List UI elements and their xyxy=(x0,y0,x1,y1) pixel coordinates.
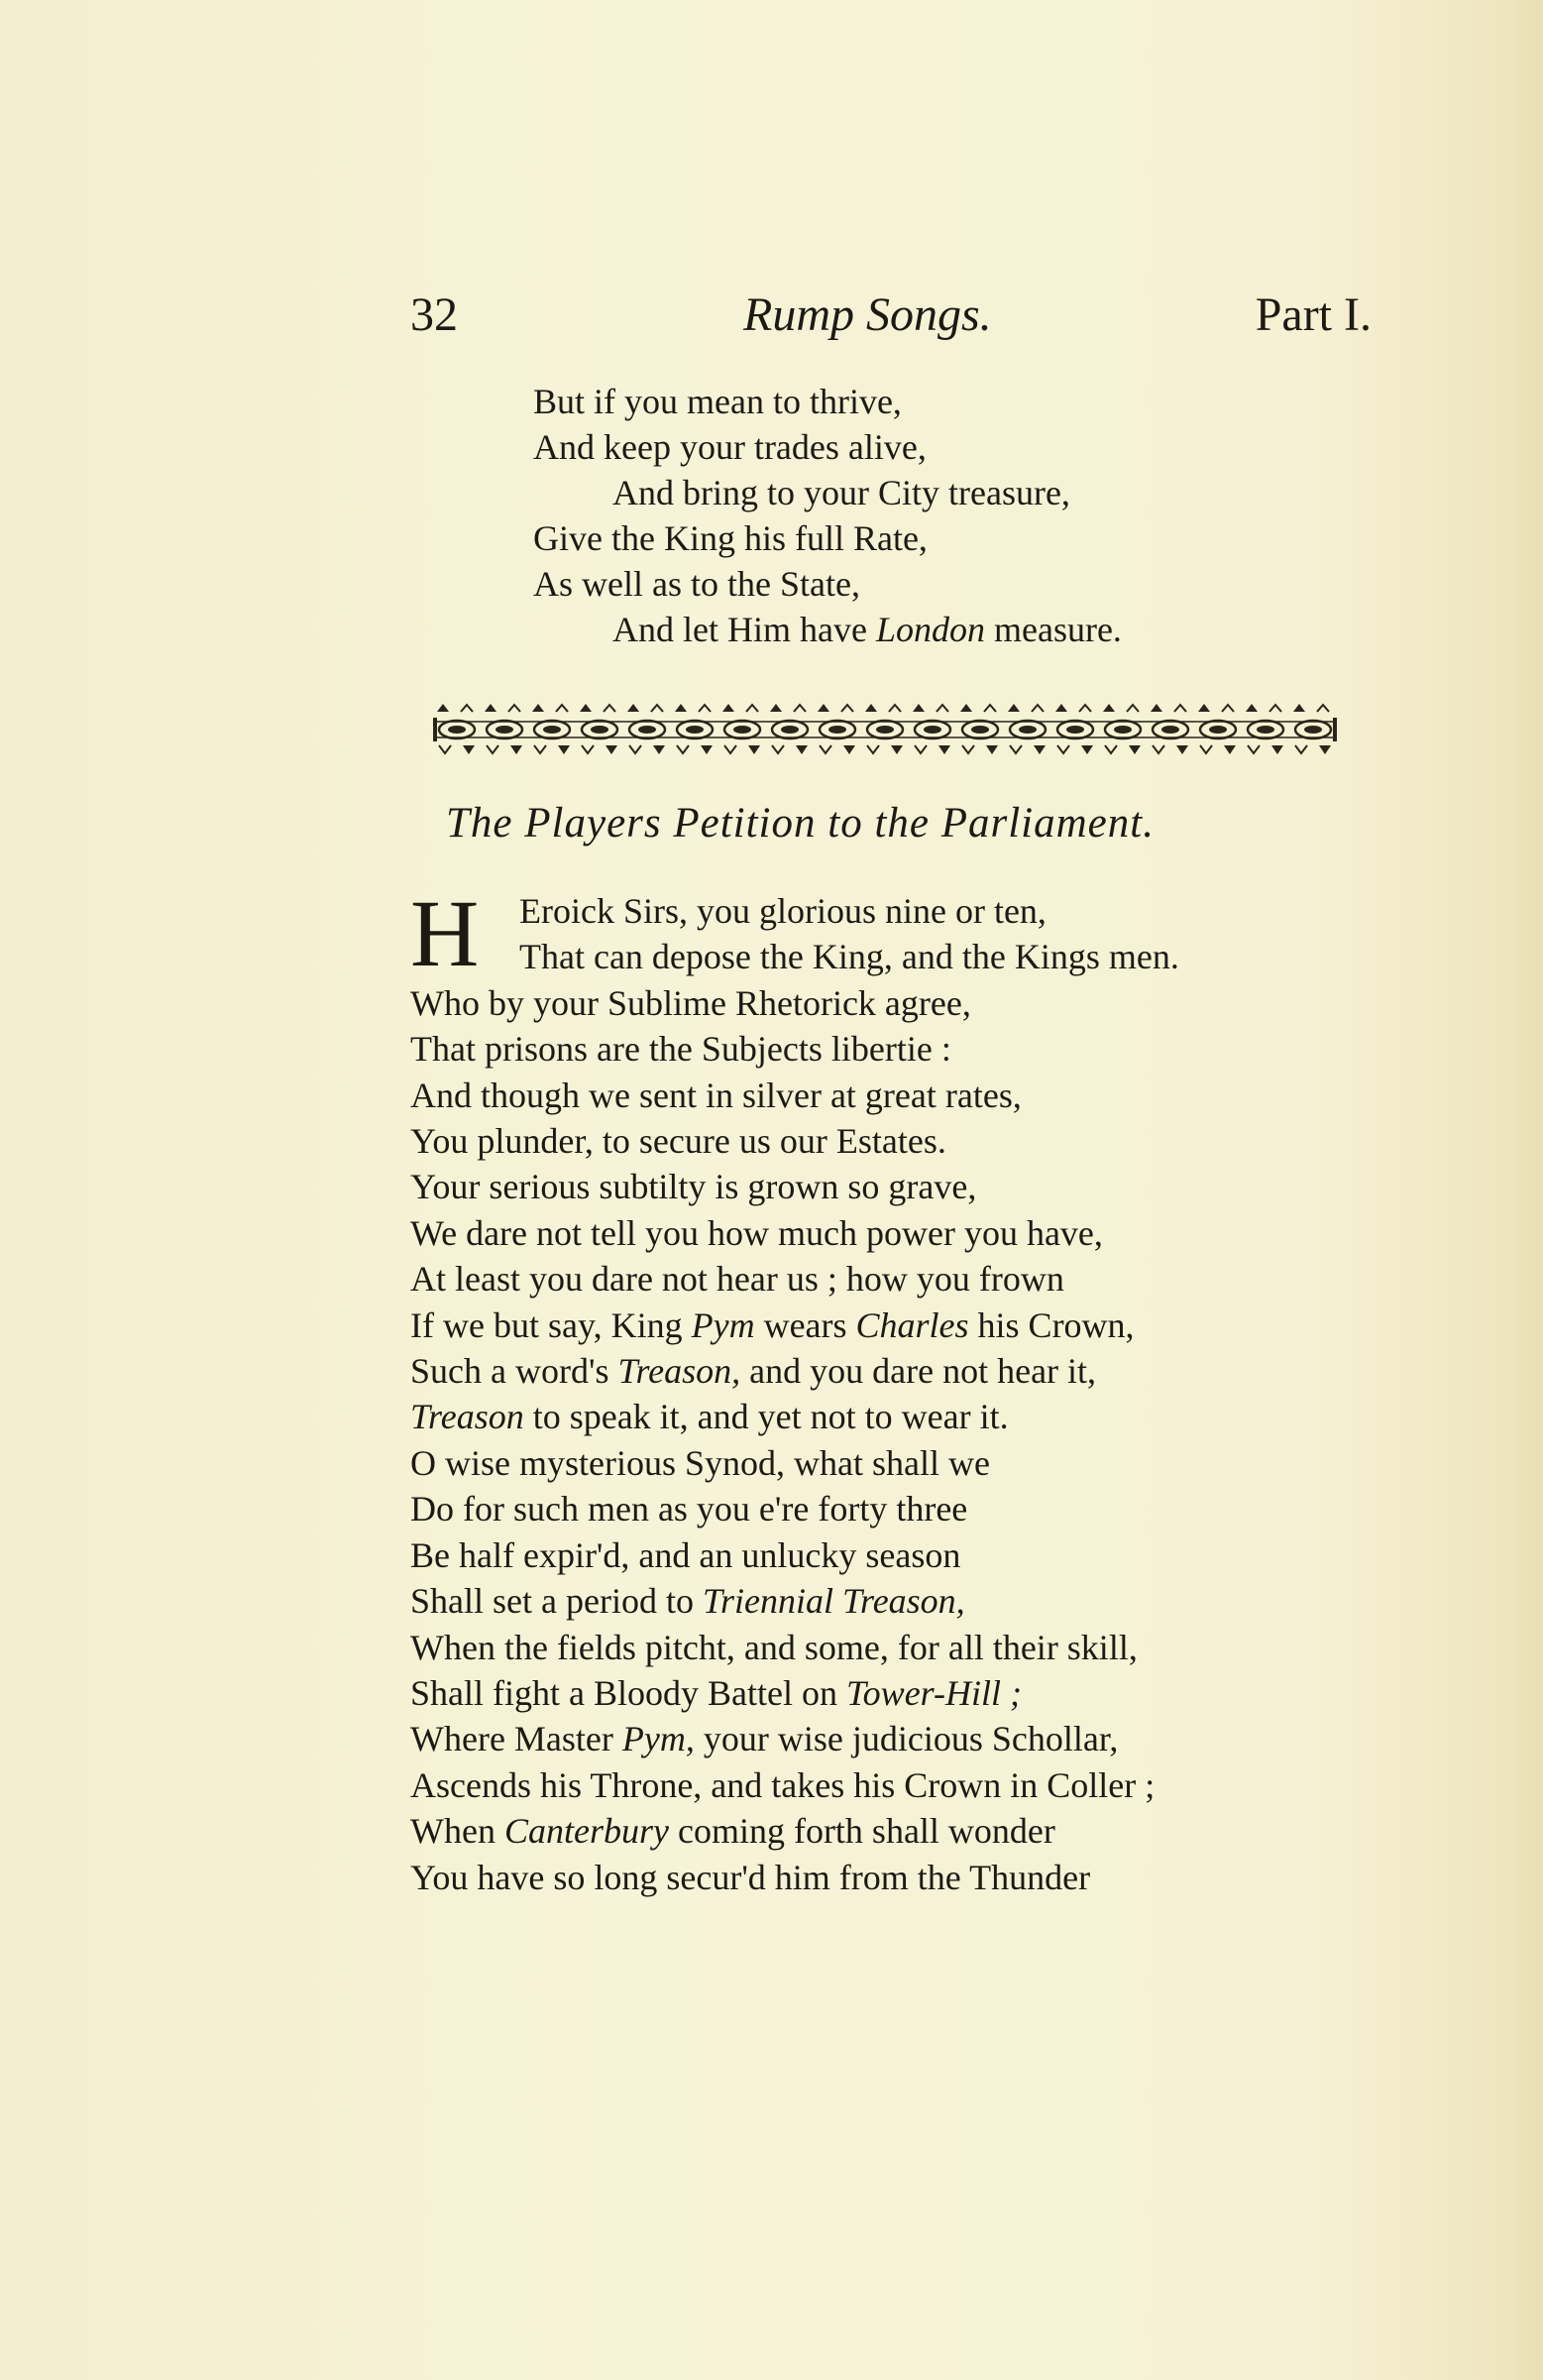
page-number: 32 xyxy=(410,288,458,341)
verse-line: Give the King his full Rate, xyxy=(533,518,928,558)
poem-line: If we but say, King Pym wears Charles his Crown, xyxy=(410,1304,1135,1345)
poem-line: When the fields pitcht, and some, for all their skill, xyxy=(410,1627,1138,1667)
poem-line: And though we sent in silver at great rates, xyxy=(410,1075,1022,1115)
poem-line: You plunder, to secure us our Estates. xyxy=(410,1121,946,1162)
poem-line: That prisons are the Subjects libertie : xyxy=(410,1029,951,1070)
poem-line: O wise mysterious Synod, what shall we xyxy=(410,1442,990,1483)
running-title: Rump Songs. xyxy=(743,288,992,341)
poem-line: Your serious subtilty is grown so grave, xyxy=(410,1167,977,1207)
verse-line: And bring to your City treasure, xyxy=(612,473,1070,512)
poem-line: Ascends his Throne, and takes his Crown in Coller ; xyxy=(410,1764,1156,1805)
poem-line: Shall fight a Bloody Battel on Tower-Hill ; xyxy=(410,1672,1022,1713)
poem-line: Such a word's Treason, and you dare not hear it, xyxy=(410,1351,1097,1392)
poem-line: Do for such men as you e're forty three xyxy=(410,1489,968,1530)
poem-line: Where Master Pym, your wise judicious Schollar, xyxy=(410,1719,1119,1759)
poem-line: At least you dare not hear us ; how you frown xyxy=(410,1259,1064,1300)
part-label: Part I. xyxy=(1255,288,1372,341)
poem-line: Be half expir'd, and an unlucky season xyxy=(410,1534,961,1575)
verse-line: And let Him have London measure. xyxy=(612,610,1122,649)
poem-body xyxy=(410,880,1179,1900)
poem-line: Who by your Sublime Rhetorick agree, xyxy=(410,982,971,1023)
poem-line: We dare not tell you how much power you have, xyxy=(410,1212,1103,1253)
drop-cap: H xyxy=(410,880,480,986)
poem-title: The Players Petition to the Parliament. xyxy=(446,800,1155,847)
poem-line: You have so long secur'd him from the Thunder xyxy=(410,1857,1091,1897)
poem-line: Shall set a period to Triennial Treason, xyxy=(410,1581,965,1622)
poem-line: Treason to speak it, and yet not to wear it. xyxy=(410,1397,1009,1437)
verse-line: As well as to the State, xyxy=(533,564,860,604)
running-head xyxy=(410,287,1372,347)
verse-line: And keep your trades alive, xyxy=(533,427,927,467)
poem-line: That can depose the King, and the Kings men. xyxy=(519,937,1179,977)
ornament-band xyxy=(433,702,1337,757)
verse-line: But if you mean to thrive, xyxy=(533,382,902,421)
poem-line: When Canterbury coming forth shall wonder xyxy=(410,1811,1055,1852)
poem-line: Eroick Sirs, you glorious nine or ten, xyxy=(519,891,1047,931)
closing-stanza xyxy=(533,379,1122,652)
